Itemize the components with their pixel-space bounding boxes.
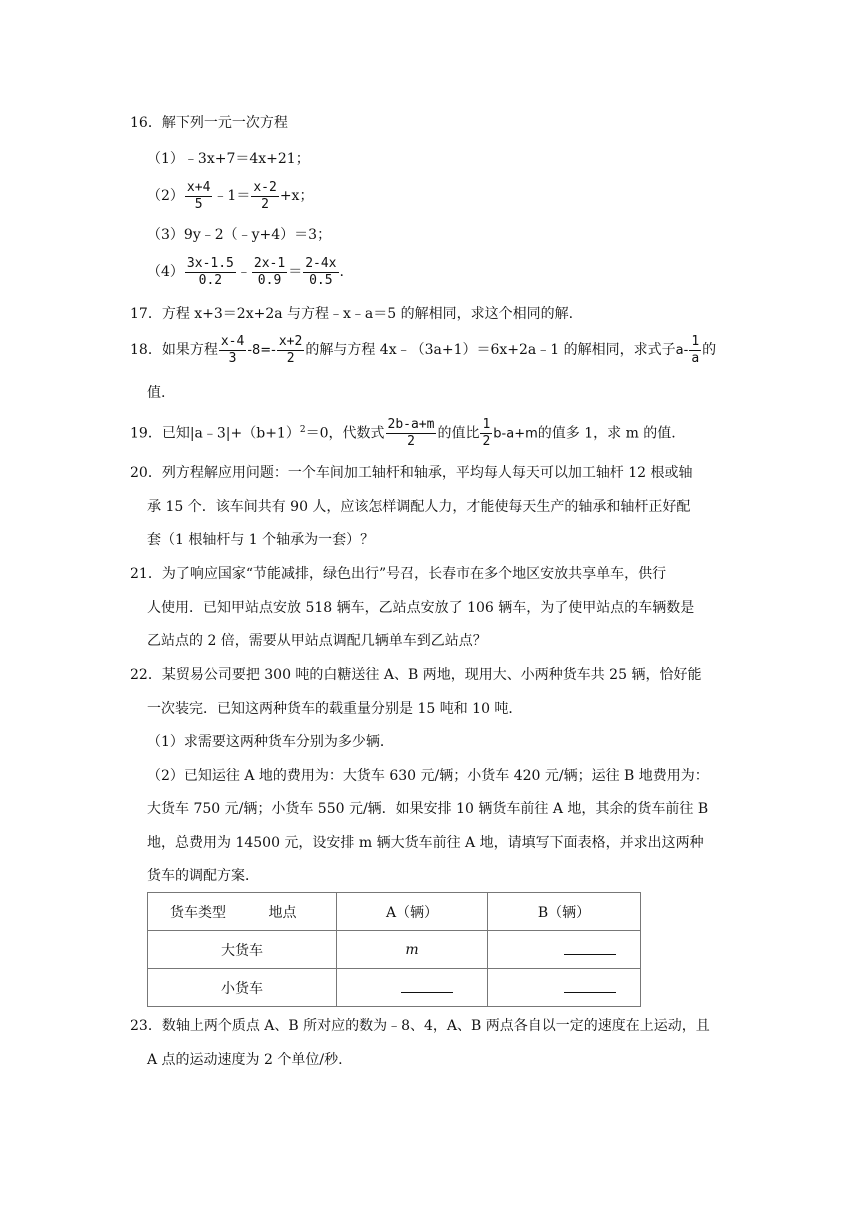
q19-suffix: 的值多 1，求 m 的值. [537,425,676,442]
fraction-denominator: 2 [482,434,491,450]
cell-large-truck-a [337,931,488,969]
table-row [148,969,641,1007]
q22-line-7: 货车的调配方案． [147,868,259,884]
q23-line-1: 23．数轴上两个质点 A、B 所对应的数为﹣8、4，A、B 两点各自以一定的速度在上运动，且 [130,1018,710,1034]
header-vehicle-type: 货车类型 [170,904,226,921]
q16-part2-end: +x； [279,188,314,204]
q16-part3: （3）9y﹣2（﹣y+4）＝3； [147,227,332,243]
q22-line-5: 大货车 750 元/辆；小货车 550 元/辆．如果安排 10 辆货车前往 A 地，其余的货车前往 B [147,801,709,817]
table-header-corner [148,893,337,931]
q16-part4 [147,252,344,292]
fraction-denominator: 0.2 [198,272,223,288]
fraction-denominator: 2 [407,434,415,450]
q16-part2-middle: ﹣1＝ [213,188,251,204]
q16-part2-fraction-2 [251,180,278,213]
q18-middle-1: -8=- [247,343,276,358]
q18-prefix: 18．如果方程 [130,342,218,358]
q16-part2-label: （2） [147,188,184,204]
q21-line-3: 乙站点的 2 倍，需要从甲站点调配几辆单车到乙站点？ [147,633,487,649]
q16-title: 16．解下列一元一次方程 [130,115,288,131]
fraction-numerator: 1 [691,333,700,349]
q16-part4-fraction-2 [252,256,287,289]
q19-expression: b-a+m [493,426,538,442]
q22-line-1: 22．某贸易公司要把 300 吨的白糖送往 A、B 两地，现用大、小两种货车共 25 辆，恰好能 [130,667,702,683]
fraction-numerator: 2-4x [305,255,337,271]
fraction-numerator: 3x-1.5 [186,255,234,271]
q19-prefix: 19．已知|a﹣3|+（b+1） [130,425,300,442]
exponent: 2 [299,425,306,435]
q18-fraction-1 [219,334,246,367]
cell-small-truck-b[interactable] [488,969,641,1007]
header-place: 地点 [268,904,297,921]
q19-line [130,410,676,455]
answer-blank[interactable] [564,978,616,993]
q16-part4-fraction-3 [303,256,338,289]
q19-fraction-2 [480,417,492,450]
answer-blank[interactable] [401,978,453,993]
q18-fraction-3 [689,334,701,367]
variable-m: m [405,941,419,958]
fraction-denominator: a [691,350,700,366]
table-header-row [148,893,641,931]
q16-part2 [147,176,313,216]
header-col-a: A（辆） [337,893,488,931]
allocation-table [147,892,641,1007]
fraction-denominator: 5 [194,196,203,212]
q20-line-3: 套（1 根轴杆与 1 个轴承为一套）？ [147,532,375,548]
row-label-small-truck: 小货车 [148,969,337,1007]
table-row [148,931,641,969]
fraction-numerator: x-2 [253,179,277,195]
answer-blank[interactable] [564,940,616,955]
q18-line1 [130,330,716,371]
cell-large-truck-b[interactable] [488,931,641,969]
q20-line-1: 20．列方程解应用问题：一个车间加工轴杆和轴承，平均每人每天可以加工轴杆 12 根或轴 [130,465,693,481]
fraction-denominator: 2 [261,196,269,212]
fraction-numerator: 1 [482,417,491,433]
q17-text: 17．方程 x+3＝2x+2a 与方程﹣x﹣a＝5 的解相同，求这个相同的解. [130,306,574,322]
q16-part1: （1）﹣3x+7＝4x+21； [147,151,310,167]
q18-suffix: 的 [702,342,717,358]
fraction-numerator: 2b-a+m [387,417,435,433]
fraction-denominator: 0.9 [257,272,282,288]
q16-part2-fraction-1 [185,180,212,213]
q22-line-4: （2）已知运往 A 地的费用为：大货车 630 元/辆；小货车 420 元/辆；运往 B 地费用为： [147,768,709,784]
q19-fraction-1 [386,417,437,450]
fraction-denominator: 3 [228,350,237,366]
q16-part4-end: . [339,264,344,280]
q18-expression: a- [675,343,689,358]
equals-sign: ＝ [288,264,303,280]
q21-line-2: 人使用．已知甲站点安放 518 辆车，乙站点安放了 106 辆车，为了使甲站点的车辆数是 [147,600,695,616]
cell-small-truck-a[interactable] [337,969,488,1007]
fraction-numerator: x+2 [278,333,303,349]
q23-line-2: A 点的运动速度为 2 个单位/秒. [147,1052,343,1068]
minus-sign: ﹣ [236,264,251,280]
q22-line-2: 一次装完．已知这两种货车的载重量分别是 15 吨和 10 吨． [147,701,523,717]
fraction-numerator: 2x-1 [253,255,286,271]
q22-line-6: 地，总费用为 14500 元，设安排 m 辆大货车前往 A 地，请填写下面表格，并求出这两种 [147,835,704,851]
q21-line-1: 21．为了响应国家“节能减排，绿色出行”号召，长春市在多个地区安放共享单车，供行 [130,566,667,582]
header-col-b: B（辆） [488,893,641,931]
q18-line2: 值. [147,385,166,401]
q16-part4-label: （4） [147,264,184,280]
q20-line-2: 承 15 个．该车间共有 90 人，应该怎样调配人力，才能使每天生产的轴承和轴杆正好配 [147,499,691,515]
fraction-numerator: x+4 [186,179,211,195]
q16-part4-fraction-1 [185,256,236,289]
q19-middle-2: 的值比 [437,425,480,442]
fraction-denominator: 0.5 [309,272,333,288]
row-label-large-truck: 大货车 [148,931,337,969]
q19-middle-1: ＝0，代数式 [305,425,385,442]
fraction-numerator: x-4 [220,333,245,349]
q18-fraction-2 [277,334,304,367]
fraction-denominator: 2 [286,350,295,366]
q18-middle-2: 的解与方程 4x﹣（3a+1）＝6x+2a﹣1 的解相同，求式子 [305,342,676,358]
q22-line-3: （1）求需要这两种货车分别为多少辆． [147,734,394,750]
